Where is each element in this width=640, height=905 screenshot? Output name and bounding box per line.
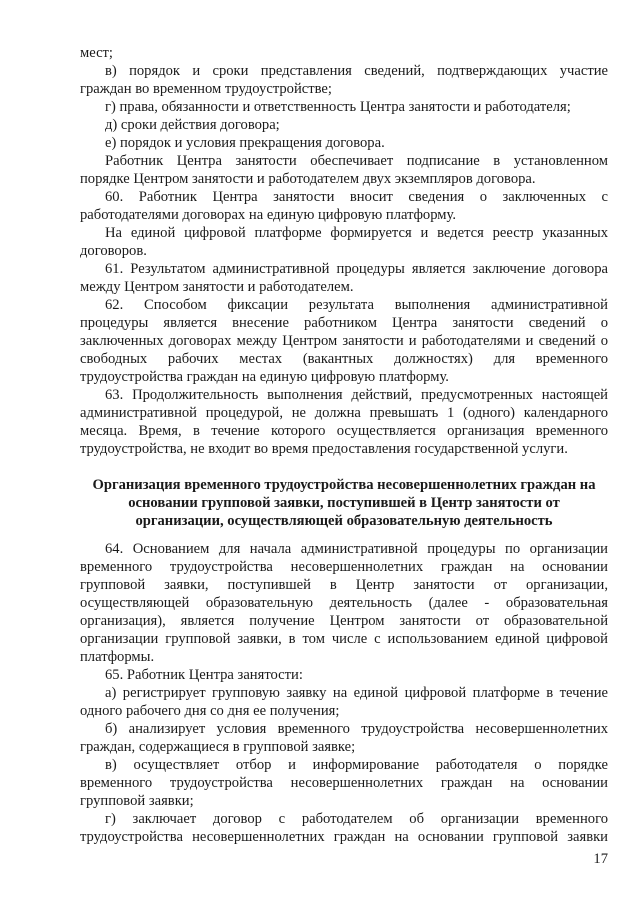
text-line: е) порядок и условия прекращения договора. (105, 135, 385, 151)
text-line: месяца. Время, в течение которого осуществляется организация временного (80, 423, 608, 439)
text-line: организация), является получение Центром занятости от образовательной (80, 613, 608, 629)
section-heading-line: основании групповой заявки, поступившей в Центр занятости от (128, 495, 560, 511)
text-line: заключенных договорах между Центром занятости и работодателями и сведений о (80, 333, 608, 349)
text-line: порядке Центром занятости и работодателем двух экземпляров договора. (80, 171, 536, 187)
text-line: граждан, содержащиеся в групповой заявке; (80, 739, 356, 755)
text-line: временного трудоустройства несовершеннолетних граждан на основании (80, 559, 608, 575)
text-line: осуществляющей образовательную деятельность (далее - образовательная (80, 595, 608, 611)
text-line: 64. Основанием для начала административной процедуры по организации (105, 541, 608, 557)
text-line: процедуры является внесение работником Центра занятости сведений о (80, 315, 608, 331)
text-line: работодателями договорах на единую цифровую платформу. (80, 207, 457, 223)
text-line: 65. Работник Центра занятости: (105, 667, 303, 683)
text-line: мест; (80, 45, 113, 61)
text-line: платформы. (80, 649, 155, 665)
text-line: в) порядок и сроки представления сведений, подтверждающих участие (105, 63, 608, 79)
text-line: административной процедурой, не должна превышать 1 (одного) календарного (80, 405, 608, 421)
text-line: 60. Работник Центра занятости вносит сведения о заключенных с (105, 189, 608, 205)
text-line: 62. Способом фиксации результата выполнения административной (105, 297, 608, 313)
text-line: граждан во временном трудоустройстве; (80, 81, 332, 97)
text-line: б) анализирует условия временного трудоустройства несовершеннолетних (105, 721, 608, 737)
text-line: г) права, обязанности и ответственность Центра занятости и работодателя; (105, 99, 571, 115)
text-line: На единой цифровой платформе формируется и ведется реестр указанных (105, 225, 608, 241)
text-line: г) заключает договор с работодателем об организации временного (105, 811, 608, 827)
text-line: групповой заявки, поступившей в Центр занятости от организации, (80, 577, 608, 593)
text-line: одного рабочего дня со дня ее получения; (80, 703, 340, 719)
text-line: а) регистрирует групповую заявку на единой цифровой платформе в течение (105, 685, 608, 701)
text-line: организации групповой заявки, в том числе с использованием единой цифровой (80, 631, 608, 647)
text-line: между Центром занятости и работодателем. (80, 279, 354, 295)
text-line: трудоустройства несовершеннолетних граждан на основании групповой заявки (80, 829, 608, 845)
text-line: 63. Продолжительность выполнения действий, предусмотренных настоящей (105, 387, 608, 403)
text-line: трудоустройства, не входит во время предоставления государственной услуги. (80, 441, 568, 457)
text-line: трудоустройства граждан на единую цифровую платформу. (80, 369, 449, 385)
text-line: договоров. (80, 243, 147, 259)
text-line: 61. Результатом административной процедуры является заключение договора (105, 261, 608, 277)
page-number: 17 (593, 851, 608, 867)
text-line: д) сроки действия договора; (105, 117, 280, 133)
section-heading-line: организации, осуществляющей образовательную деятельность (135, 513, 553, 529)
text-line: групповой заявки; (80, 793, 194, 809)
text-line: в) осуществляет отбор и информирование работодателя о порядке (105, 757, 608, 773)
text-line: свободных рабочих местах (вакантных должностях) для временного (80, 351, 608, 367)
text-line: Работник Центра занятости обеспечивает подписание в установленном (105, 153, 608, 169)
text-line: временного трудоустройства несовершеннолетних граждан на основании (80, 775, 608, 791)
section-heading-line: Организация временного трудоустройства несовершеннолетних граждан на (92, 477, 596, 493)
